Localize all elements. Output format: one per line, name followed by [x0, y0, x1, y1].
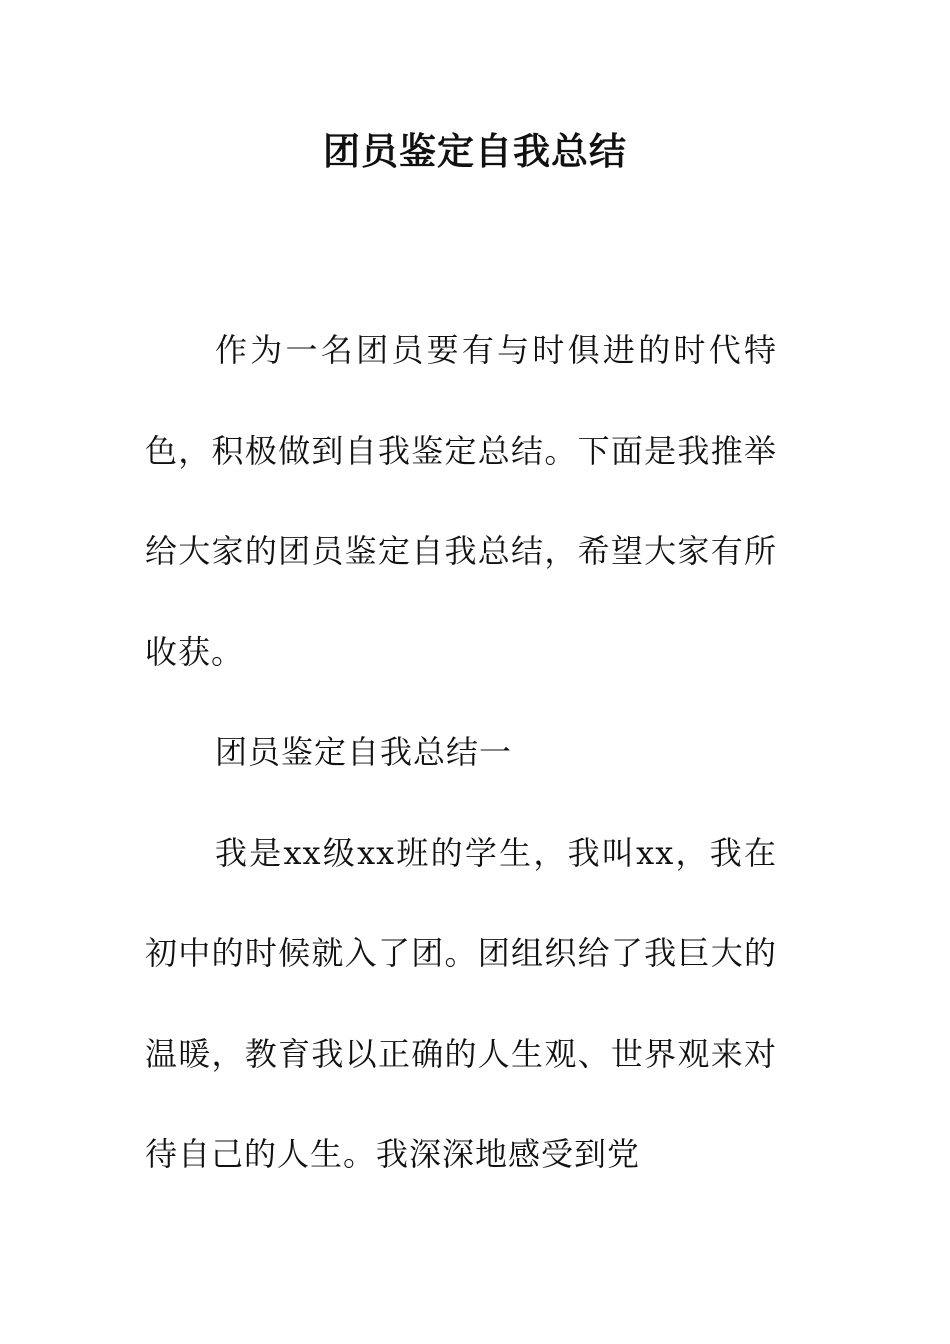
document-title: 团员鉴定自我总结: [323, 130, 627, 173]
section-heading: 团员鉴定自我总结一: [215, 733, 513, 771]
document-body: [145, 300, 777, 1205]
section-paragraph: 我是xx级xx班的学生，我叫xx，我在初中的时候就入了团。团组织给了我巨大的温暖，教育我以正确的人生观、世界观来对待自己的人生。我深深地感受到党: [145, 833, 777, 1173]
intro-paragraph: 作为一名团员要有与时俱进的时代特色，积极做到自我鉴定总结。下面是我推举给大家的团员鉴定自我总结，希望大家有所收获。: [145, 331, 777, 671]
